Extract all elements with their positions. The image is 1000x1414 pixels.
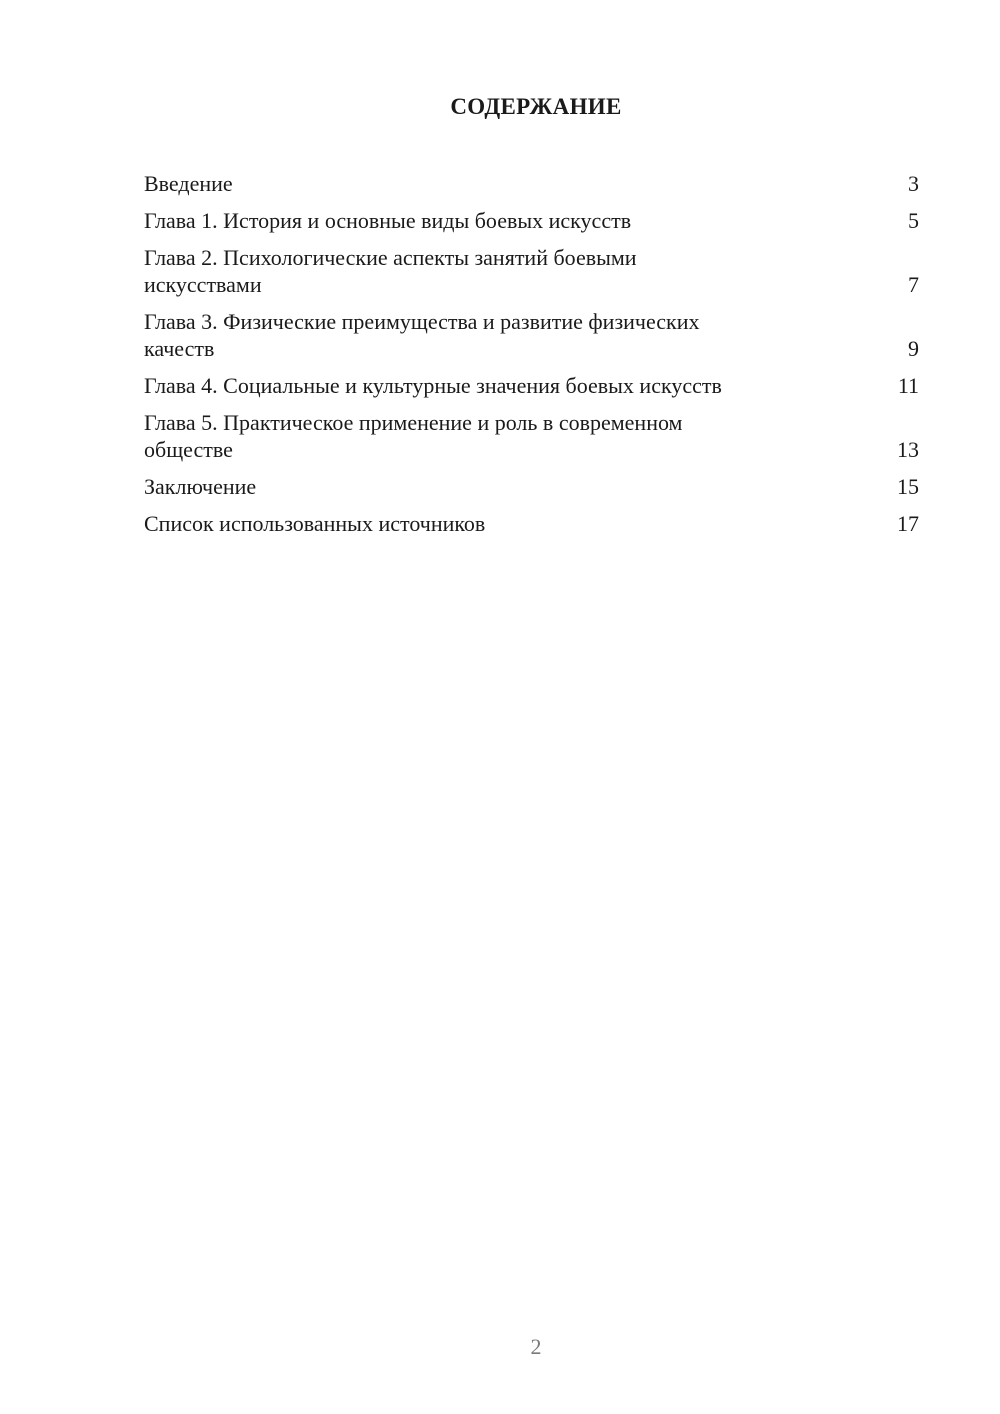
toc-entry-title: Список использованных источников	[144, 511, 486, 536]
toc-entry-title: Глава 3. Физические преимущества и развитие физических качеств	[144, 309, 700, 361]
toc-entry-title: Введение	[144, 171, 233, 196]
toc-entry-title: Глава 2. Психологические аспекты занятий боевыми искусствами	[144, 245, 637, 297]
toc-entry-chapter-1	[144, 207, 919, 234]
toc-entry-chapter-3	[144, 308, 919, 362]
table-of-contents	[144, 170, 919, 547]
toc-heading: СОДЕРЖАНИЕ	[450, 94, 622, 119]
toc-entry-title: Глава 5. Практическое применение и роль в современном обществе	[144, 410, 683, 462]
toc-entry-chapter-2	[144, 244, 919, 298]
toc-entry-chapter-4	[144, 372, 919, 399]
toc-entry-introduction	[144, 170, 919, 197]
toc-entry-page: 5	[908, 208, 919, 233]
toc-entry-page: 15	[897, 474, 919, 499]
toc-entry-title: Заключение	[144, 474, 257, 499]
toc-entry-page: 13	[897, 437, 919, 462]
toc-entry-page: 17	[897, 511, 919, 536]
toc-entry-conclusion	[144, 473, 919, 500]
toc-entry-page: 9	[908, 336, 919, 361]
toc-entry-title: Глава 1. История и основные виды боевых искусств	[144, 208, 632, 233]
page-number: 2	[530, 1334, 542, 1359]
toc-entry-chapter-5	[144, 409, 919, 463]
toc-entry-title: Глава 4. Социальные и культурные значения боевых искусств	[144, 373, 722, 398]
toc-entry-page: 7	[908, 272, 919, 297]
toc-entry-references	[144, 510, 919, 537]
toc-entry-page: 3	[908, 171, 919, 196]
toc-entry-page: 11	[897, 373, 919, 398]
